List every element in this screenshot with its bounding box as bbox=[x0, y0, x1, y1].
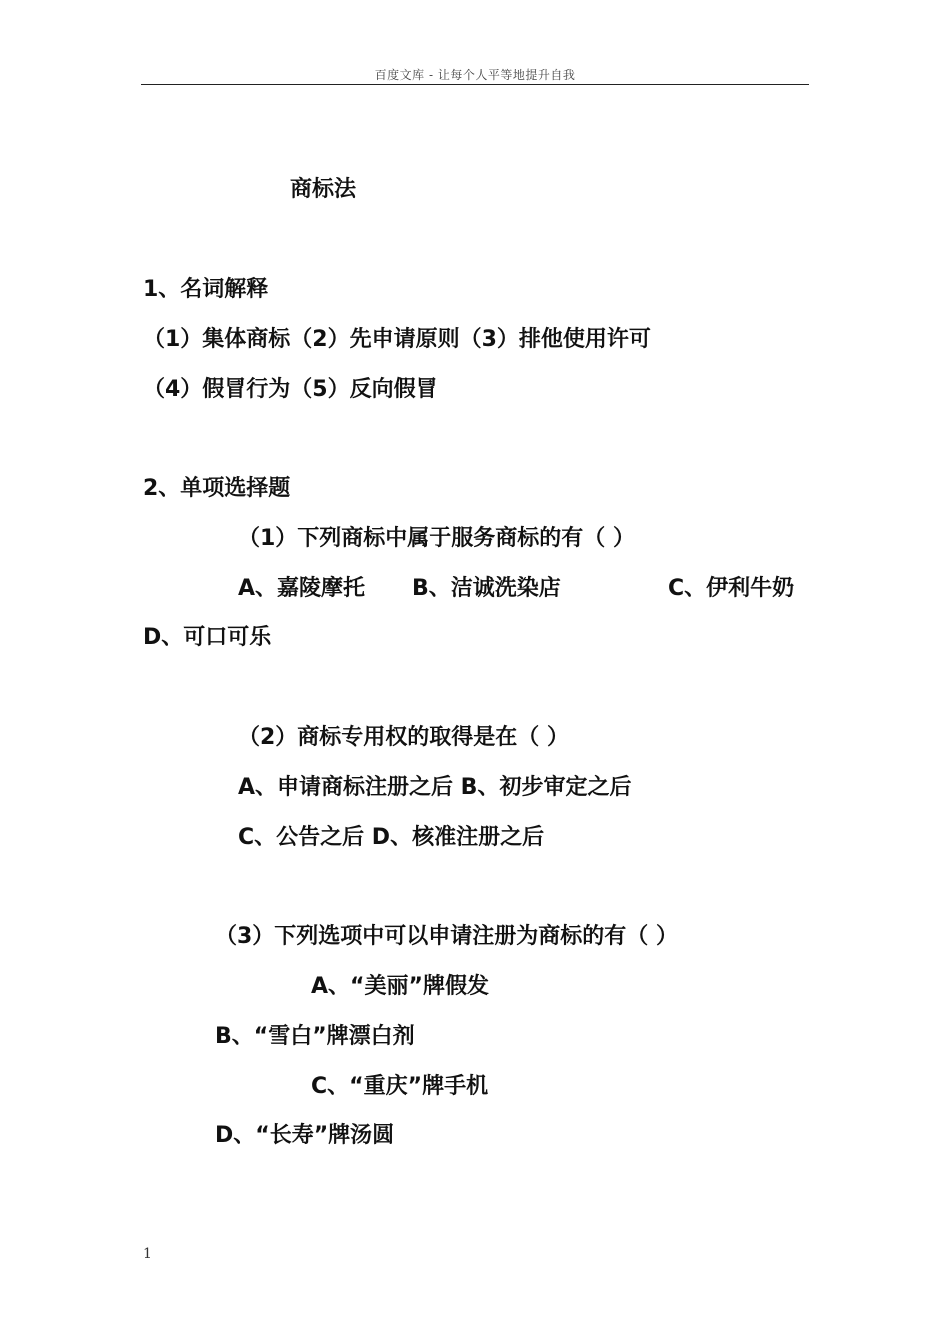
page-header-text: 百度文库 - 让每个人平等地提升自我 bbox=[374, 68, 576, 82]
document-title: 商标法 bbox=[290, 177, 357, 202]
q3-option-d: D、“长寿”牌汤圆 bbox=[215, 1123, 395, 1148]
section2-heading: 2、单项选择题 bbox=[143, 476, 291, 501]
q1-option-c: C、伊利牛奶 bbox=[668, 576, 795, 601]
section1-terms-line1: （1）集体商标（2）先申请原则（3）排他使用许可 bbox=[143, 327, 651, 352]
q3-stem: （3）下列选项中可以申请注册为商标的有（ ） bbox=[215, 924, 678, 949]
q1-option-b: B、洁诚洗染店 bbox=[412, 576, 561, 601]
q3-option-b: B、“雪白”牌漂白剂 bbox=[215, 1024, 415, 1049]
q1-option-a: A、嘉陵摩托 bbox=[238, 576, 366, 601]
q3-option-c: C、“重庆”牌手机 bbox=[311, 1074, 489, 1099]
section1-heading: 1、名词解释 bbox=[143, 277, 269, 302]
page-number: 1 bbox=[143, 1246, 152, 1262]
q1-stem: （1）下列商标中属于服务商标的有（ ） bbox=[238, 526, 635, 551]
q1-option-d: D、可口可乐 bbox=[143, 625, 272, 650]
section1-terms-line2: （4）假冒行为（5）反向假冒 bbox=[143, 377, 438, 402]
header-rule bbox=[141, 84, 809, 85]
q2-options-line2: C、公告之后 D、核准注册之后 bbox=[238, 825, 545, 850]
q2-stem: （2）商标专用权的取得是在（ ） bbox=[238, 725, 569, 750]
q3-option-a: A、“美丽”牌假发 bbox=[311, 974, 489, 999]
q2-options-line1: A、申请商标注册之后 B、初步审定之后 bbox=[238, 775, 632, 800]
